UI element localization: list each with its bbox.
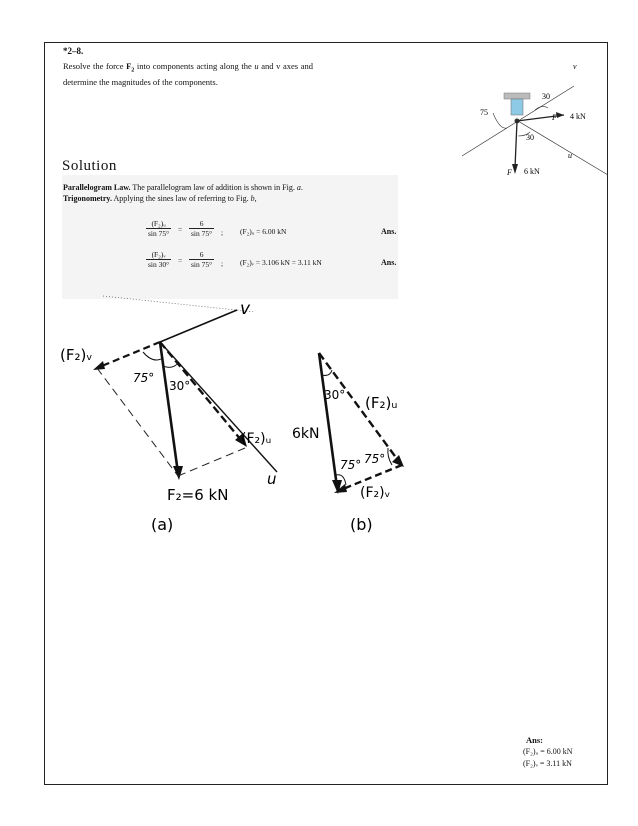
solution-text: Parallelogram Law. The parallelogram law of addition is shown in Fig. a. Trigonometry. Applying the sines law of referring to Fig. b, — [63, 183, 303, 203]
f2-arrowhead — [512, 164, 518, 174]
sketch-b-angle-30: 30° — [324, 388, 346, 402]
sketch-a-angle-30: 30° — [169, 379, 191, 393]
answer-line-1: (F₂)ᵤ = 6.00 kN — [523, 747, 573, 756]
eq2-left-fraction: $\frac{\text{(F₂)ᵥ}}{\sin 30^\circ}$ — [148, 250, 170, 269]
fig-angle-75: 75 — [480, 108, 488, 117]
problem-figure — [460, 58, 610, 183]
eq2-right-fraction: $\frac{6}{\sin 75^\circ}$ — [191, 250, 213, 269]
fig-f1-value: 4 kN — [570, 112, 586, 121]
sketch-b — [292, 345, 417, 545]
sketch-a-f2v — [97, 342, 160, 368]
fig-u-label: u — [568, 151, 572, 160]
sketch-b-angle-75a: 75° — [340, 458, 362, 472]
sketch-b-6kn-label: 6kN — [292, 426, 320, 442]
fig-f1-label: F — [552, 113, 557, 122]
sketch-b-f2u-label: (F₂)ᵤ — [365, 394, 398, 412]
sketch-a-v-axis — [160, 310, 237, 342]
answers-label: Ans: — [526, 735, 544, 745]
fig-angle-30: 30 — [542, 92, 550, 101]
solution-heading: Solution — [62, 158, 117, 174]
eq2-ans: Ans. — [381, 258, 397, 267]
eq1-equals: = — [178, 225, 183, 234]
sketch-a — [55, 290, 305, 545]
fig-f2-label: F — [507, 168, 512, 177]
eq1-result: (F₂)ᵤ = 6.00 kN — [240, 227, 287, 236]
fig-f2-value: 6 kN — [524, 167, 540, 176]
support-bracket — [511, 99, 523, 115]
eq2-semicolon: ; — [221, 259, 224, 268]
answer-line-2: (F₂)ᵥ = 3.11 kN — [523, 759, 572, 768]
eq1-left-fraction: $\frac{\text{(F₂)ᵤ}}{\sin 75^\circ}$ — [148, 219, 170, 238]
fig-v-label: v — [573, 62, 577, 71]
f1-arrowhead — [556, 112, 564, 118]
sketch-a-u-label: u — [267, 470, 277, 488]
eq2-equals: = — [178, 256, 183, 265]
sketch-b-caption: (b) — [350, 515, 373, 534]
sketch-a-caption: (a) — [151, 515, 174, 534]
support-plate — [504, 93, 530, 99]
sketch-a-f2-label: F₂=6 kN — [167, 486, 229, 504]
fig-angle-30b: 30 — [526, 133, 534, 142]
sketch-a-f2u-label: (F₂)ᵤ — [241, 431, 272, 447]
eq1-right-fraction: $\frac{6}{\sin 75^\circ}$ — [191, 219, 213, 238]
eq1-semicolon: ; — [221, 228, 224, 237]
eq2-result: (F₂)ᵥ = 3.106 kN = 3.11 kN — [240, 258, 322, 267]
sketch-a-v-label: v — [240, 299, 251, 319]
sketch-a-f2v-label: (F₂)ᵥ — [60, 346, 93, 364]
sketch-b-f2v-label: (F₂)ᵥ — [360, 485, 391, 501]
problem-statement: Resolve the force $F_2$ into components acting along the u and v axes and determine the magnitudes of the components. — [63, 61, 313, 87]
sketch-b-angle-75b: 75° — [364, 452, 386, 466]
sketch-a-angle-75: 75° — [133, 371, 155, 385]
problem-number: *2–8. — [63, 46, 84, 56]
eq1-ans: Ans. — [381, 227, 397, 236]
